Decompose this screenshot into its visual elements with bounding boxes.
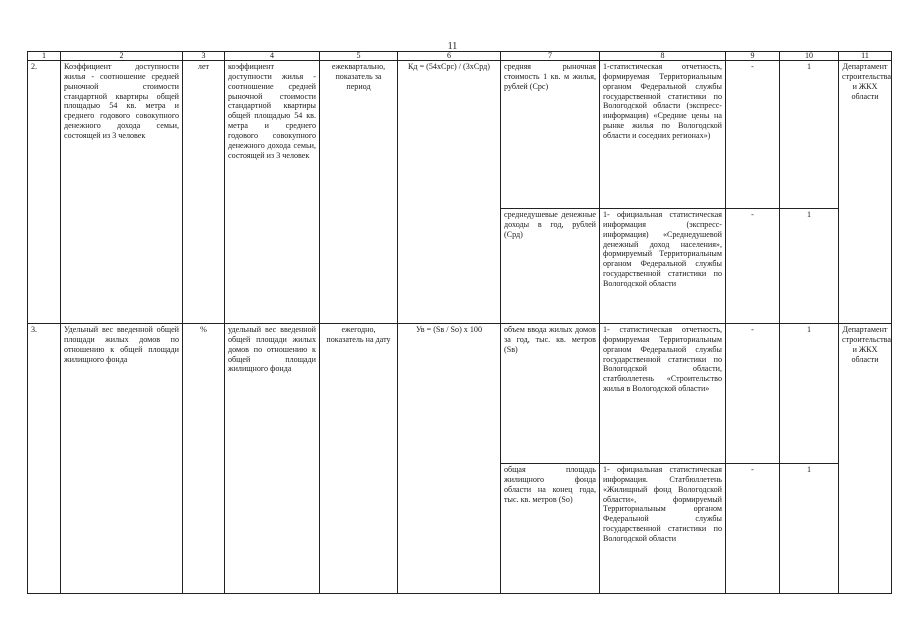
method-cell: 1- официальная статистическая информация. Статбюллетень «Жилищный фонд Вологодской области», формируемый Территориальным органом Федеральной службы государственной статистики по Вологодской области <box>600 464 726 594</box>
method-cell: 1-статистическая отчетность, формируемая Территориальным органом Федеральной службы государственной статистики по Вологодской области (экспресс-информация) «Средние цены на рынке жилья по Вологодской области и соседних регионах») <box>600 61 726 209</box>
table-row <box>28 324 892 464</box>
indicator-name: Удельный вес введенной общей площади жилых домов по отношению к общей площади жилищного фонда <box>61 324 183 594</box>
row-number: 3. <box>28 324 61 594</box>
basic-indicator-cell: средняя рыночная стоимость 1 кв. м жилья, рублей (Срс) <box>501 61 600 209</box>
header-cell: 11 <box>839 52 892 61</box>
header-row <box>28 52 892 61</box>
col10-cell: 1 <box>780 61 839 209</box>
header-cell: 6 <box>398 52 501 61</box>
col9-cell: - <box>726 324 780 464</box>
col9-cell: - <box>726 209 780 324</box>
header-cell: 9 <box>726 52 780 61</box>
table-row <box>28 61 892 209</box>
header-cell: 1 <box>28 52 61 61</box>
basic-indicator-cell: среднедушевые денежные доходы в год, рублей (Срд) <box>501 209 600 324</box>
definition-cell: коэффициент доступности жилья - соотношение средней рыночной стоимости стандартной квартиры общей площадью 54 кв. метра и среднего годового совокупного денежного дохода семьи, состоящей из 3 человек <box>225 61 320 324</box>
header-cell: 4 <box>225 52 320 61</box>
header-cell: 2 <box>61 52 183 61</box>
indicator-name: Коэффициент доступности жилья - соотношение средней рыночной стоимости стандартной квартиры общей площадью 54 кв. метра и среднего годового совокупного денежного дохода семьи, состоящей из 3 человек <box>61 61 183 324</box>
row-number: 2. <box>28 61 61 324</box>
col10-cell: 1 <box>780 324 839 464</box>
header-cell: 7 <box>501 52 600 61</box>
period-cell: ежегодно, показатель на дату <box>320 324 398 594</box>
unit-cell: % <box>183 324 225 594</box>
header-cell: 5 <box>320 52 398 61</box>
page-number: 11 <box>447 41 458 52</box>
header-cell: 10 <box>780 52 839 61</box>
unit-cell: лет <box>183 61 225 324</box>
header-cell: 8 <box>600 52 726 61</box>
col10-cell: 1 <box>780 464 839 594</box>
indicators-table <box>27 51 892 594</box>
col9-cell: - <box>726 61 780 209</box>
method-cell: 1- статистическая отчетность, формируемая Территориальным органом Федеральной службы государственной статистики по Вологодской области, статбюллетень «Строительство жилья в Вологодской области» <box>600 324 726 464</box>
formula-cell: Ув = (Sв / Sо) х 100 <box>398 324 501 594</box>
col9-cell: - <box>726 464 780 594</box>
basic-indicator-cell: общая площадь жилищного фонда области на конец года, тыс. кв. метров (Sо) <box>501 464 600 594</box>
responsible-cell: Департамент строительства и ЖКХ области <box>839 61 892 324</box>
responsible-cell: Департамент строительства и ЖКХ области <box>839 324 892 594</box>
header-cell: 3 <box>183 52 225 61</box>
basic-indicator-cell: объем ввода жилых домов за год, тыс. кв. метров (Sв) <box>501 324 600 464</box>
col10-cell: 1 <box>780 209 839 324</box>
period-cell: ежеквартально, показатель за период <box>320 61 398 324</box>
formula-cell: Кд = (54хСрс) / (3хСрд) <box>398 61 501 324</box>
method-cell: 1- официальная статистическая информация (экспресс-информация) «Среднедушевой денежный доход населения», формируемый Территориальным органом Федеральной службы государственной статистики по Вологодской области <box>600 209 726 324</box>
definition-cell: удельный вес введенной общей площади жилых домов по отношению к общей площади жилищного фонда <box>225 324 320 594</box>
